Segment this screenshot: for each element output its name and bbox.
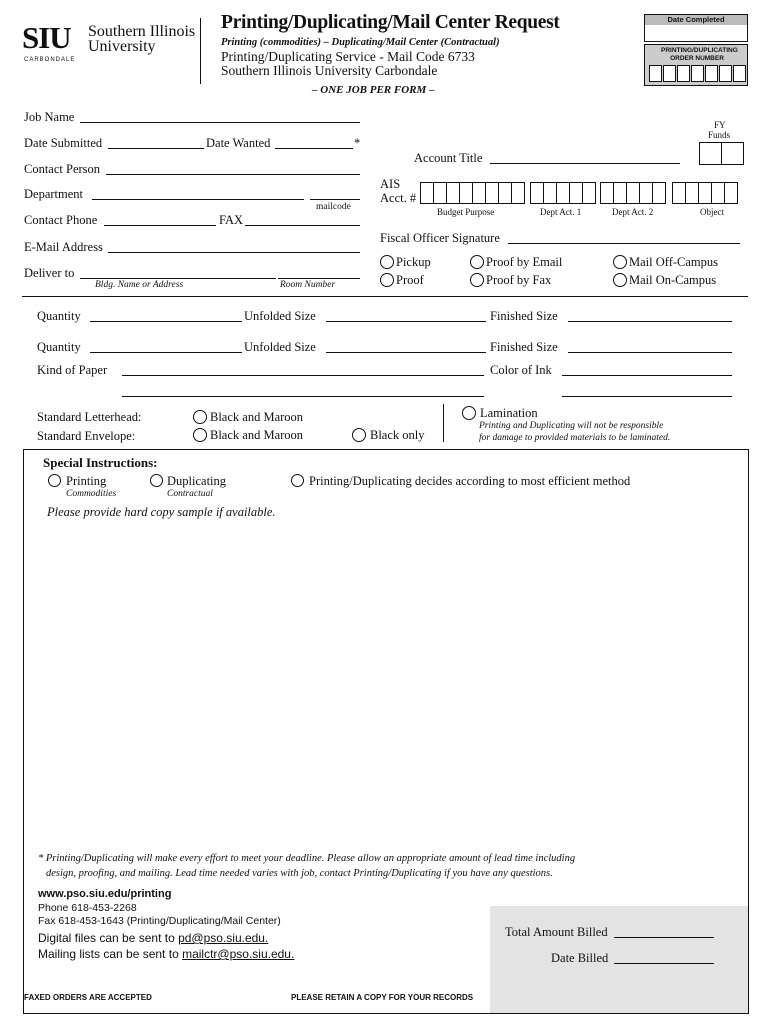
unfolded-size-label-1: Unfolded Size (244, 309, 316, 323)
fax-text: Fax 618-453-1643 (Printing/Duplicating/Mail Center) (38, 915, 281, 927)
department-label: Department (24, 187, 84, 201)
mailing-lists-email-link[interactable]: mailctr@pso.siu.edu. (182, 947, 295, 961)
acct-cell[interactable] (446, 182, 460, 204)
color-of-ink-label: Color of Ink (490, 363, 552, 377)
printing-radio[interactable] (48, 474, 61, 487)
order-number-cell[interactable] (691, 65, 704, 82)
fax-label: FAX (219, 213, 244, 227)
date-wanted-label: Date Wanted (206, 136, 271, 150)
digital-files-email-link[interactable]: pd@pso.siu.edu. (178, 931, 269, 945)
object-caption: Object (700, 207, 724, 217)
order-number-cell[interactable] (677, 65, 690, 82)
logo-name-line1: Southern Illinois (88, 23, 196, 40)
contact-person-input[interactable] (106, 174, 360, 175)
finished-size-label-1: Finished Size (490, 309, 558, 323)
finished-size-input-1[interactable] (568, 321, 732, 322)
service-line: Printing/Duplicating Service - Mail Code 6733 (221, 49, 475, 64)
letterhead-label: Standard Letterhead: (37, 410, 142, 424)
envelope-black-only-label: Black only (370, 428, 425, 442)
letterhead-black-maroon-radio[interactable] (193, 410, 207, 424)
mailcode-input[interactable] (310, 199, 360, 200)
mail-on-campus-radio[interactable] (613, 273, 627, 287)
acct-cell[interactable] (652, 182, 666, 204)
bldg-name-caption: Bldg. Name or Address (95, 280, 184, 290)
deadline-note-2: design, proofing, and mailing. Lead time needed varies with job, contact Printing/Duplicating if you have any questions. (46, 868, 553, 879)
order-number-cell[interactable] (649, 65, 662, 82)
billing-panel (490, 906, 748, 1013)
letterhead-black-maroon-label: Black and Maroon (210, 410, 304, 424)
digital-files-prefix: Digital files can be sent to (38, 931, 179, 945)
header-divider (200, 18, 201, 84)
duplicating-sub-label: Contractual (167, 489, 213, 499)
fiscal-officer-label: Fiscal Officer Signature (380, 231, 500, 245)
logo-mark: SIU (22, 20, 71, 55)
digital-files-line (38, 931, 268, 945)
website-text: www.pso.siu.edu/printing (38, 888, 172, 900)
quantity-label-1: Quantity (37, 309, 81, 323)
color-of-ink-input[interactable] (562, 375, 732, 376)
envelope-label: Standard Envelope: (37, 429, 136, 443)
acct-cell[interactable] (511, 182, 525, 204)
finished-size-input-2[interactable] (568, 352, 732, 353)
acct-cell[interactable] (600, 182, 614, 204)
proof-email-label: Proof by Email (486, 255, 563, 269)
ais-label: AIS (380, 177, 401, 191)
sample-note: Please provide hard copy sample if available. (47, 505, 276, 519)
printing-sub-label: Commodities (66, 489, 117, 499)
contact-person-label: Contact Person (24, 162, 101, 176)
room-number-caption: Room Number (280, 280, 336, 290)
deliver-to-label: Deliver to (24, 266, 75, 280)
order-number-box (644, 44, 748, 86)
section-divider (22, 296, 748, 297)
acct-cell[interactable] (498, 182, 512, 204)
university-line: Southern Illinois University Carbondale (221, 63, 438, 78)
acct-cell[interactable] (569, 182, 583, 204)
mail-off-campus-radio[interactable] (613, 255, 627, 269)
date-wanted-asterisk: * (354, 136, 361, 150)
mail-on-campus-label: Mail On-Campus (629, 273, 717, 287)
date-wanted-input[interactable] (275, 148, 353, 149)
fiscal-officer-input[interactable] (508, 243, 740, 244)
acct-cell[interactable] (626, 182, 640, 204)
proof-label: Proof (396, 273, 424, 287)
pickup-label: Pickup (396, 255, 431, 269)
acct-cell[interactable] (582, 182, 596, 204)
pickup-radio[interactable] (380, 255, 394, 269)
lamination-radio[interactable] (462, 406, 476, 420)
unfolded-size-input-1[interactable] (326, 321, 486, 322)
proof-radio[interactable] (380, 273, 394, 287)
acct-cell[interactable] (530, 182, 544, 204)
account-title-input[interactable] (490, 163, 680, 164)
duplicating-radio[interactable] (150, 474, 163, 487)
acct-cell[interactable] (459, 182, 473, 204)
room-number-input[interactable] (278, 278, 360, 279)
acct-cell[interactable] (556, 182, 570, 204)
account-title-label: Account Title (414, 151, 483, 165)
proof-fax-radio[interactable] (470, 273, 484, 287)
kind-of-paper-input-2[interactable] (122, 396, 484, 397)
form-title: Printing/Duplicating/Mail Center Request (221, 12, 560, 33)
lamination-note-2: for damage to provided materials to be laminated. (479, 433, 671, 443)
quantity-input-2[interactable] (90, 352, 242, 353)
proof-email-radio[interactable] (470, 255, 484, 269)
total-billed-label: Total Amount Billed (505, 925, 608, 939)
printing-label: Printing (66, 474, 107, 488)
finished-size-label-2: Finished Size (490, 340, 558, 354)
job-name-input[interactable] (80, 122, 360, 123)
date-completed-input[interactable] (646, 25, 746, 40)
date-billed-label: Date Billed (551, 951, 609, 965)
mail-off-campus-label: Mail Off-Campus (629, 255, 718, 269)
contact-phone-label: Contact Phone (24, 213, 98, 227)
fy-funds-cell[interactable] (721, 142, 744, 165)
department-input[interactable] (92, 199, 304, 200)
fy-funds-label-2: Funds (708, 130, 731, 140)
fy-funds-label-1: FY (714, 120, 726, 130)
acct-cell[interactable] (639, 182, 653, 204)
acct-cell[interactable] (672, 182, 686, 204)
job-name-label: Job Name (24, 110, 75, 124)
mailing-lists-prefix: Mailing lists can be sent to (38, 947, 183, 961)
date-billed-input[interactable] (614, 963, 714, 964)
deadline-note-1: * Printing/Duplicating will make every effort to meet your deadline. Please allow an appropriate amount of lead time including (38, 853, 576, 864)
acct-cell[interactable] (613, 182, 627, 204)
order-number-cell[interactable] (719, 65, 732, 82)
decides-radio[interactable] (291, 474, 304, 487)
kind-of-paper-input[interactable] (122, 375, 484, 376)
acct-cell[interactable] (698, 182, 712, 204)
lamination-note-1: Printing and Duplicating will not be responsible (479, 421, 664, 431)
kind-of-paper-label: Kind of Paper (37, 363, 108, 377)
logo-name-line2: University (88, 38, 156, 55)
lamination-label: Lamination (480, 406, 538, 420)
phone-text: Phone 618-453-2268 (38, 902, 137, 914)
bldg-name-input[interactable] (80, 278, 276, 279)
faxed-orders-notice: FAXED ORDERS ARE ACCEPTED (24, 993, 152, 1002)
acct-cell[interactable] (724, 182, 738, 204)
dept-act1-caption: Dept Act. 1 (540, 207, 582, 217)
acct-cell[interactable] (433, 182, 447, 204)
decides-label: Printing/Duplicating decides according to most efficient method (309, 474, 631, 488)
one-job-notice: – ONE JOB PER FORM – (312, 84, 435, 96)
contact-phone-input[interactable] (104, 225, 216, 226)
order-number-cell[interactable] (733, 65, 746, 82)
dept-act2-caption: Dept Act. 2 (612, 207, 654, 217)
acct-cell[interactable] (711, 182, 725, 204)
envelope-black-maroon-label: Black and Maroon (210, 428, 304, 442)
acct-cell[interactable] (685, 182, 699, 204)
retain-copy-notice: PLEASE RETAIN A COPY FOR YOUR RECORDS (291, 993, 474, 1002)
mailing-lists-line (38, 947, 294, 961)
mailcode-label: mailcode (316, 202, 351, 212)
quantity-input-1[interactable] (90, 321, 242, 322)
proof-fax-label: Proof by Fax (486, 273, 552, 287)
unfolded-size-label-2: Unfolded Size (244, 340, 316, 354)
order-number-label: PRINTING/DUPLICATING ORDER NUMBER (661, 47, 738, 62)
date-submitted-label: Date Submitted (24, 136, 103, 150)
duplicating-label: Duplicating (167, 474, 227, 488)
logo-sub: CARBONDALE (24, 57, 76, 63)
email-label: E-Mail Address (24, 240, 103, 254)
budget-purpose-caption: Budget Purpose (437, 207, 495, 217)
fy-funds-cell[interactable] (699, 142, 722, 165)
quantity-label-2: Quantity (37, 340, 81, 354)
unfolded-size-input-2[interactable] (326, 352, 486, 353)
envelope-black-only-radio[interactable] (352, 428, 366, 442)
acct-cell[interactable] (543, 182, 557, 204)
acct-cell[interactable] (472, 182, 486, 204)
order-number-cell[interactable] (663, 65, 676, 82)
total-billed-input[interactable] (614, 937, 714, 938)
acct-cell[interactable] (420, 182, 434, 204)
order-number-cell[interactable] (705, 65, 718, 82)
color-of-ink-input-2[interactable] (562, 396, 732, 397)
email-input[interactable] (108, 252, 360, 253)
fax-input[interactable] (245, 225, 360, 226)
special-instructions-title: Special Instructions: (43, 455, 158, 470)
date-submitted-input[interactable] (108, 148, 204, 149)
form-subtitle: Printing (commodities) – Duplicating/Mail Center (Contractual) (221, 37, 500, 48)
acct-cell[interactable] (485, 182, 499, 204)
acct-num-label: Acct. # (380, 191, 417, 205)
date-completed-label: Date Completed (667, 15, 725, 24)
lamination-divider (443, 404, 444, 442)
envelope-black-maroon-radio[interactable] (193, 428, 207, 442)
